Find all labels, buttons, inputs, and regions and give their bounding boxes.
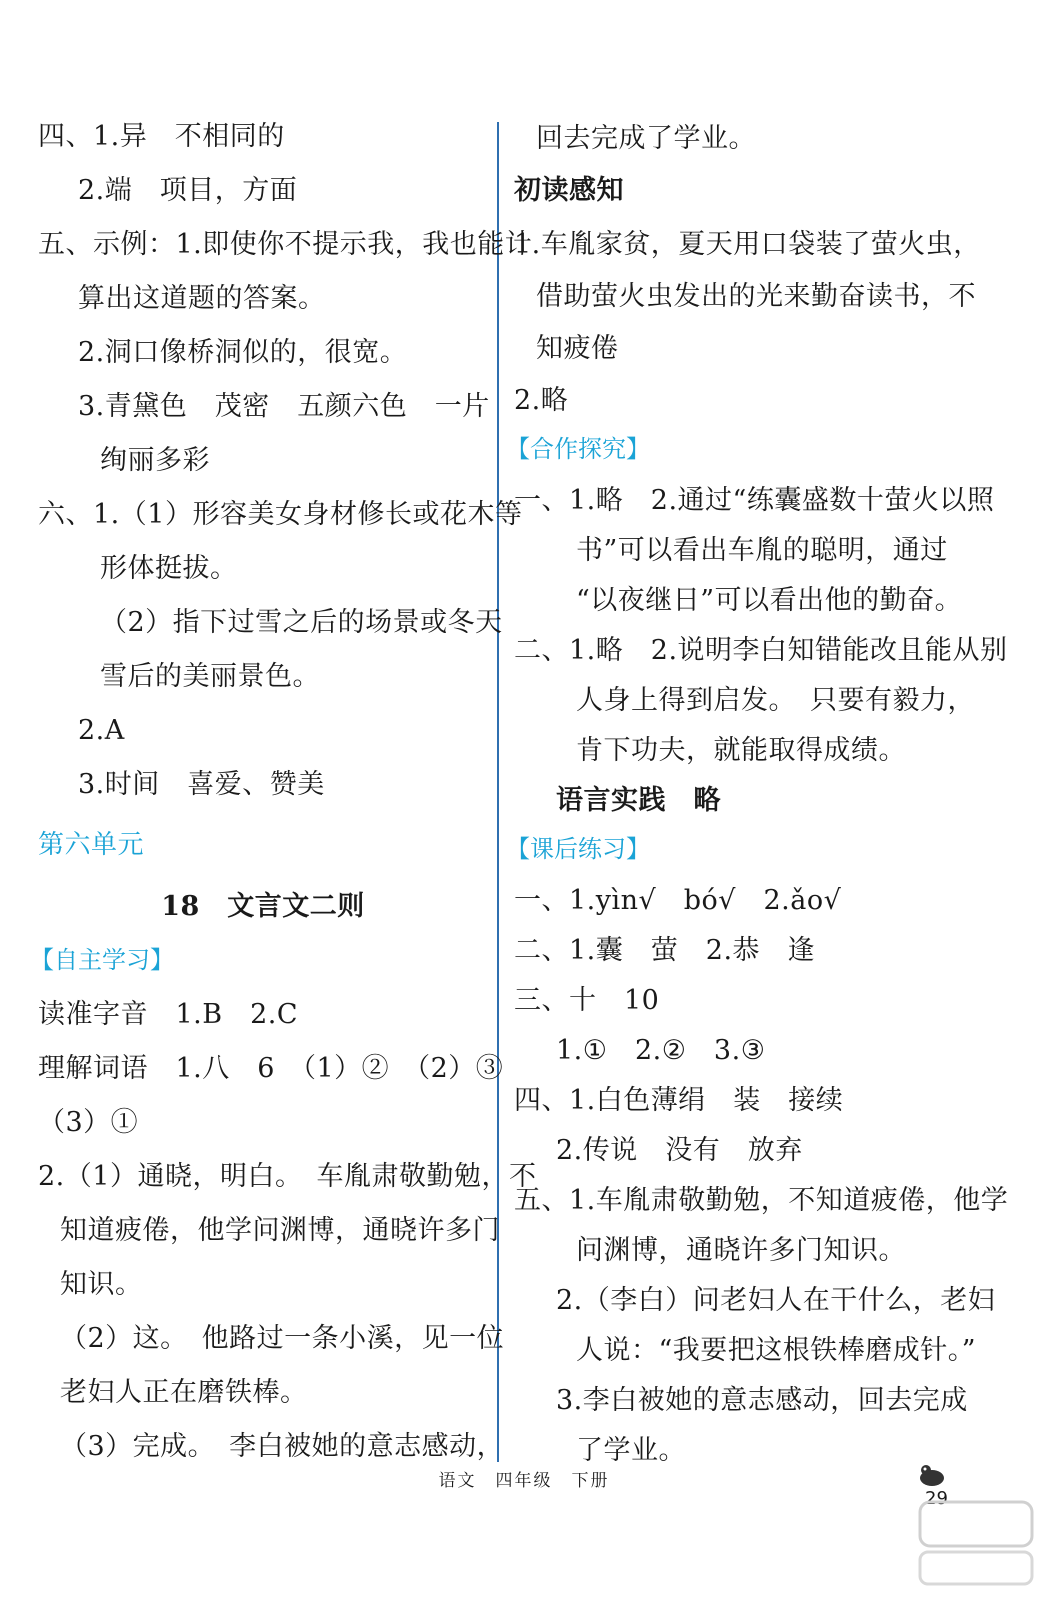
answer-line: 2.（1）通晓，明白。 车胤肃敬勤勉，不 (38, 1161, 537, 1192)
answer-line: 2.端 项目，方面 (78, 175, 298, 206)
watermark-logo-icon (918, 1500, 1038, 1590)
answer-line: 算出这道题的答案。 (78, 283, 326, 314)
answer-line: 回去完成了学业。 (536, 123, 756, 154)
answer-line: 2.传说 没有 放弃 (556, 1135, 803, 1166)
answer-line: 三、十 10 (514, 985, 660, 1016)
answer-line: 一、1.略 2.通过“练囊盛数十萤火以照 (514, 485, 995, 516)
answer-line: （3）完成。 李白被她的意志感动， (60, 1431, 505, 1462)
section-heading-after-class: 【课后练习】 (506, 835, 650, 863)
answer-line: 二、1.略 2.说明李白知错能改且能从别 (514, 635, 1008, 666)
answer-line: 知识。 (60, 1269, 143, 1300)
answer-line: 2.略 (514, 385, 569, 416)
answer-line: 3.时间 喜爱、赞美 (78, 769, 325, 800)
answer-line: 五、示例：1.即使你不提示我，我也能计 (38, 229, 533, 260)
answer-line: 1.车胤家贫，夏天用口袋装了萤火虫， (514, 229, 981, 260)
answer-line: 书”可以看出车胤的聪明，通过 (576, 535, 948, 566)
answer-line: 人说：“我要把这根铁棒磨成针。” (576, 1335, 977, 1366)
answer-line: 雪后的美丽景色。 (100, 661, 320, 692)
answer-line: （2）这。 他路过一条小溪，见一位 (60, 1323, 505, 1354)
answer-line: “以夜继日”可以看出他的勤奋。 (576, 585, 963, 616)
answer-line: 五、1.车胤肃敬勤勉，不知道疲倦，他学 (514, 1185, 1009, 1216)
answer-line: 2.（李白）问老妇人在干什么，老妇 (556, 1285, 996, 1316)
answer-line: 借助萤火虫发出的光来勤奋读书，不 (536, 281, 976, 312)
answer-line: 3.青黛色 茂密 五颜六色 一片 (78, 391, 490, 422)
answer-line: 1.① 2.② 3.③ (556, 1035, 766, 1066)
section-heading-self-study: 【自主学习】 (30, 946, 174, 974)
answer-line: 2.A (78, 715, 125, 746)
answer-line: 形体挺拔。 (100, 553, 238, 584)
answer-line: 四、1.异 不相同的 (38, 121, 285, 152)
answer-line: （2）指下过雪之后的场景或冬天 (100, 607, 503, 638)
answer-line: 六、1.（1）形容美女身材修长或花木等 (38, 499, 523, 530)
unit-heading: 第六单元 (38, 830, 145, 860)
answer-line: 问渊博，通晓许多门知识。 (576, 1235, 906, 1266)
page-footer: 语文 四年级 下册 (438, 1471, 610, 1491)
answer-line: 一、1.yìn√ bó√ 2.ǎo√ (514, 885, 842, 916)
answer-line: （3）① (38, 1107, 139, 1138)
section-heading-cooperation: 【合作探究】 (506, 435, 650, 463)
answer-line: 老妇人正在磨铁棒。 (60, 1377, 308, 1408)
answer-line: 知疲倦 (536, 333, 619, 364)
answer-line: 绚丽多彩 (100, 445, 210, 476)
answer-line: 二、1.囊 萤 2.恭 逢 (514, 935, 816, 966)
mascot-icon (912, 1460, 952, 1490)
answer-line: 肯下功夫，就能取得成绩。 (576, 735, 906, 766)
subheading-language-practice: 语言实践 略 (556, 785, 721, 816)
answer-line: 2.洞口像桥洞似的，很宽。 (78, 337, 408, 368)
answer-line: 3.李白被她的意志感动，回去完成 (556, 1385, 968, 1416)
page-number: 29 (925, 1488, 948, 1509)
answer-line: 四、1.白色薄绢 装 接续 (514, 1085, 844, 1116)
answer-line: 人身上得到启发。 只要有毅力， (576, 685, 975, 716)
column-divider (497, 122, 499, 1462)
lesson-title: 18 文言文二则 (161, 891, 365, 922)
answer-line: 读准字音 1.B 2.C (38, 999, 299, 1030)
answer-line: 知道疲倦，他学问渊博，通晓许多门 (60, 1215, 500, 1246)
answer-line: 了学业。 (576, 1435, 686, 1466)
subheading-first-reading: 初读感知 (514, 175, 624, 206)
answer-line: 理解词语 1.八 6 （1）② （2）③ (38, 1053, 504, 1084)
